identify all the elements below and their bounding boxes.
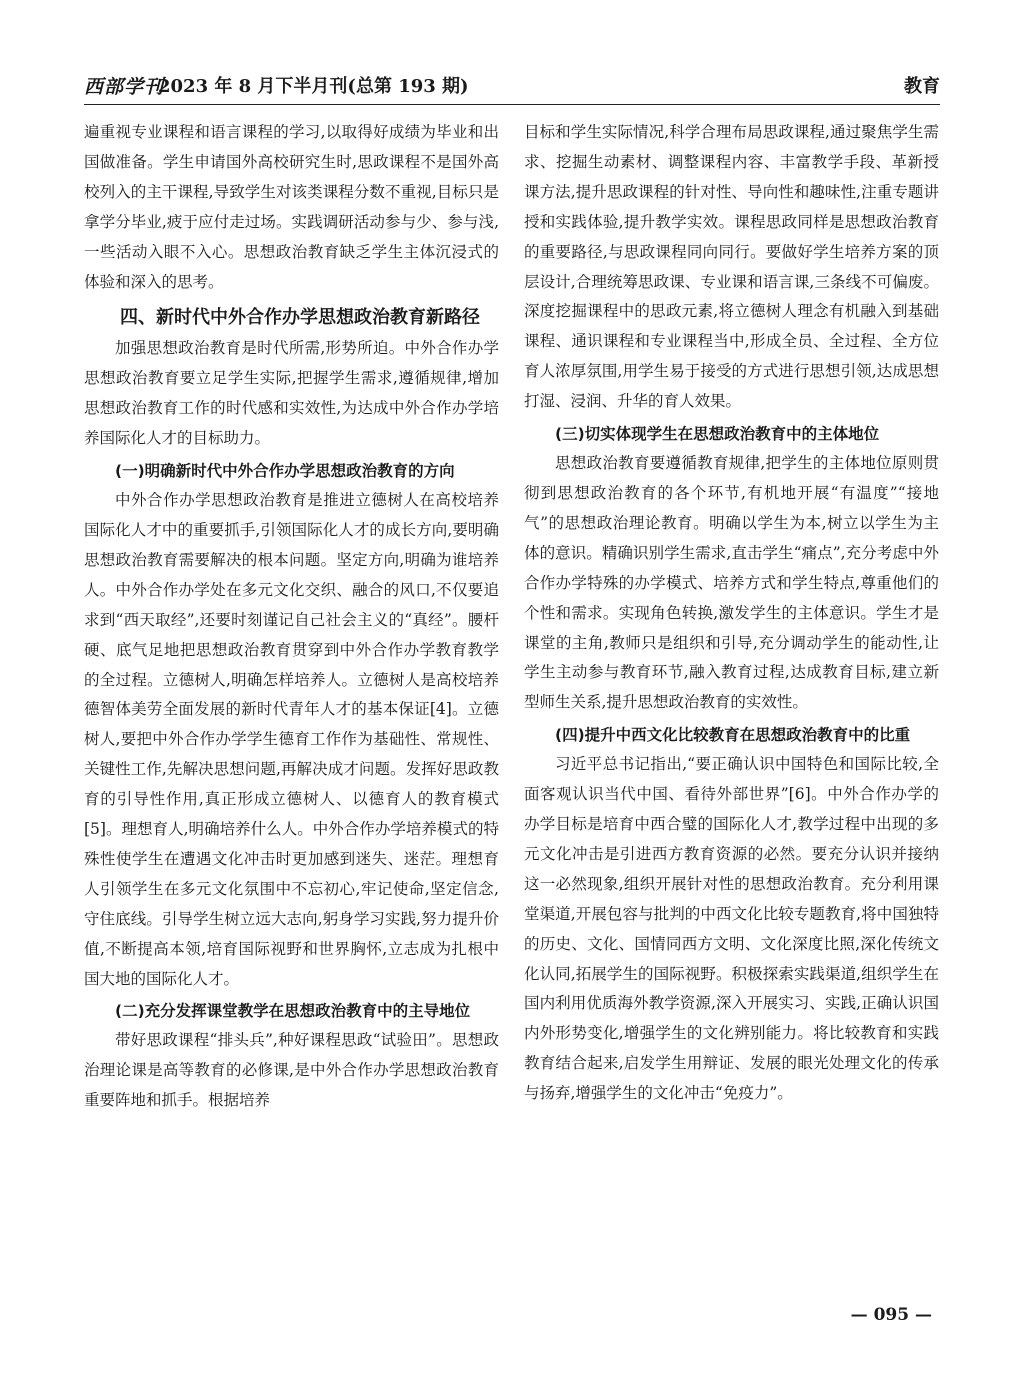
header-rule [84, 104, 940, 105]
subsection-heading: (二)充分发挥课堂教学在思想政治教育中的主导地位 [115, 1002, 471, 1021]
section-heading: 四、新时代中外合作办学思想政治教育新路径 [120, 307, 480, 329]
subsection-heading: (一)明确新时代中外合作办学思想政治教育的方向 [115, 462, 455, 481]
page-number: — 095 — [850, 1305, 932, 1325]
paragraph: 习近平总书记指出,“要正确认识中国特色和国际比较,全面客观认识当代中国、看待外部世界”[6]。中外合作办学的办学目标是培育中西合璧的国际化人才,教学过程中出现的多元文化冲击是引进西方教育资源的必然。要充分认识并接纳这一必然现象,组织开展针对性的思想政治教育。充分利用课堂渠道,开展包容与批判的中西文化比较专题教育,将中国独特的历史、文化、国情同西方文明、文化深度比照,深化传统文化认同,拓展学生的国际视野。积极探索实践渠道,组织学生在国内利用优质海外教学资源,深入开展实习、实践,正确认识国内外形势变化,增强学生的文化辨别能力。将比较教育和实践教育结合起来,启发学生用辩证、发展的眼光处理文化的传承与扬弃,增强学生的文化冲击“免疫力”。 [524, 755, 939, 1103]
section-label: 教育 [904, 76, 940, 97]
paragraph: 加强思想政治教育是时代所需,形势所迫。中外合作办学思想政治教育要立足学生实际,把握学生需求,遵循规律,增加思想政治教育工作的时代感和实效性,为达成中外合作办学培养国际化人才的目标助力。 [84, 339, 499, 448]
paragraph: 中外合作办学思想政治教育是推进立德树人在高校培养国际化人才中的重要抓手,引领国际化人才的成长方向,要明确思想政治教育需要解决的根本问题。坚定方向,明确为谁培养人。中外合作办学处在多元文化交织、融合的风口,不仅要追求到“西天取经”,还要时刻谨记自己社会主义的“真经”。腰杆硬、底气足地把思想政治教育贯穿到中外合作办学教育教学的全过程。立德树人,明确怎样培养人。立德树人是高校培养德智体美劳全面发展的新时代青年人才的基本保证[4]。立德树人,要把中外合作办学学生德育工作作为基础性、常规性、关键性工作,先解决思想问题,再解决成才问题。发挥好思政教育的引导性作用,真正形成立德树人、以德育人的教育模式[5]。理想育人,明确培养什么人。中外合作办学培养模式的特殊性使学生在遭遇文化冲击时更加感到迷失、迷茫。理想育人引领学生在多元文化氛围中不忘初心,牢记使命,坚定信念,守住底线。引导学生树立远大志向,躬身学习实践,努力提升价值,不断提高本领,培育国际视野和世界胸怀,立志成为扎根中国大地的国际化人才。 [84, 491, 499, 988]
paragraph: 带好思政课程“排头兵”,种好课程思政“试验田”。思想政治理论课是高等教育的必修课,是中外合作办学思想政治教育重要阵地和抓手。根据培养 [84, 1031, 499, 1110]
issue-info: 2023 年 8 月下半月刊(总第 193 期) [158, 76, 469, 97]
paragraph: 思想政治教育要遵循教育规律,把学生的主体地位原则贯彻到思想政治教育的各个环节,有机地开展“有温度”“接地气”的思想政治理论教育。明确以学生为本,树立以学生为主体的意识。精确识别学生需求,直击学生“痛点”,充分考虑中外合作办学特殊的办学模式、培养方式和学生特点,尊重他们的个性和需求。实现角色转换,激发学生的主体意识。学生才是课堂的主角,教师只是组织和引导,充分调动学生的能动性,让学生主动参与教育环节,融入教育过程,达成教育目标,建立新型师生关系,提升思想政治教育的实效性。 [524, 454, 939, 712]
right-column [524, 118, 939, 1109]
journal-logo: 西部学刊 [84, 76, 165, 98]
page-header [84, 68, 940, 102]
subsection-heading: (四)提升中西文化比较教育在思想政治教育中的比重 [555, 726, 911, 745]
paragraph: 遍重视专业课程和语言课程的学习,以取得好成绩为毕业和出国做准备。学生申请国外高校研究生时,思政课程不是国外高校列入的主干课程,导致学生对该类课程分数不重视,目标只是拿学分毕业,疲于应付走过场。实践调研活动参与少、参与浅,一些活动入眼不入心。思想政治教育缺乏学生主体沉浸式的体验和深入的思考。 [84, 123, 499, 291]
paragraph: 目标和学生实际情况,科学合理布局思政课程,通过聚焦学生需求、挖掘生动素材、调整课程内容、丰富教学手段、革新授课方法,提升思政课程的针对性、导向性和趣味性,注重专题讲授和实践体验,提升教学实效。课程思政同样是思想政治教育的重要路径,与思政课程同向同行。要做好学生培养方案的顶层设计,合理统筹思政课、专业课和语言课,三条线不可偏废。深度挖掘课程中的思政元素,将立德树人理念有机融入到基础课程、通识课程和专业课程当中,形成全员、全过程、全方位育人浓厚氛围,用学生易于接受的方式进行思想引领,达成思想打湿、浸润、升华的育人效果。 [524, 123, 939, 411]
subsection-heading: (三)切实体现学生在思想政治教育中的主体地位 [555, 425, 880, 444]
left-column [84, 118, 499, 1116]
